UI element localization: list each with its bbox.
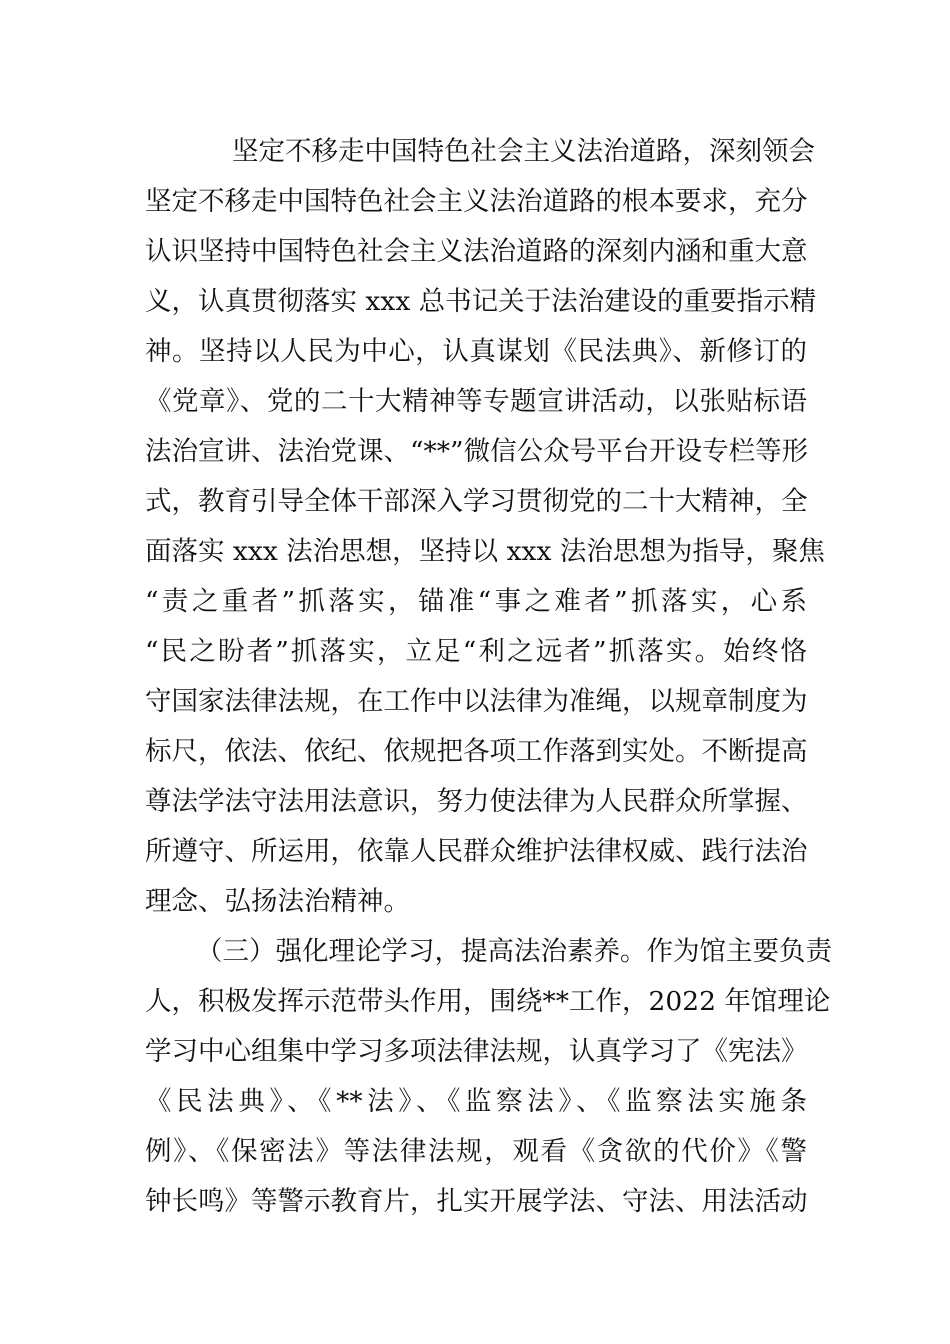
paragraph-line: 钟长鸣》等警示教育片，扎实开展学法、守法、用法活动 — [145, 1186, 808, 1217]
paragraph-line: 《民法典》、《**法》、《监察法》、《监察法实施条 — [145, 1086, 807, 1117]
paragraph-line: 坚定不移走中国特色社会主义法治道路的根本要求，充分 — [145, 186, 808, 217]
paragraph-line: 理念、弘扬法治精神。 — [145, 886, 410, 917]
section-heading-line: （三）强化理论学习，提高法治素养。作为馆主要负责 — [196, 936, 832, 967]
paragraph-line: 法治宣讲、法治党课、“**”微信公众号平台开设专栏等形 — [145, 436, 809, 467]
paragraph-line: 标尺，依法、依纪、依规把各项工作落到实处。不断提高 — [145, 736, 808, 767]
paragraph-line: 式，教育引导全体干部深入学习贯彻党的二十大精神，全 — [145, 486, 808, 517]
paragraph-line: 人，积极发挥示范带头作用，围绕**工作，2022 年馆理论 — [145, 986, 831, 1017]
paragraph-line: 例》、《保密法》等法律法规，观看《贪欲的代价》《警 — [145, 1136, 807, 1167]
paragraph-line: 《党章》、党的二十大精神等专题宣讲活动，以张贴标语 — [145, 386, 807, 417]
paragraph-line: 认识坚持中国特色社会主义法治道路的深刻内涵和重大意 — [145, 236, 808, 267]
paragraph-line: 义，认真贯彻落实 xxx 总书记关于法治建设的重要指示精 — [145, 286, 817, 317]
paragraph-line: 尊法学法守法用法意识，努力使法律为人民群众所掌握、 — [145, 786, 808, 817]
paragraph-line: “民之盼者”抓落实，立足“利之远者”抓落实。始终恪 — [145, 636, 807, 667]
paragraph-line: 所遵守、所运用，依靠人民群众维护法律权威、践行法治 — [145, 836, 808, 867]
paragraph-line: 学习中心组集中学习多项法律法规，认真学习了《宪法》 — [145, 1036, 808, 1067]
paragraph-line: 守国家法律法规，在工作中以法律为准绳，以规章制度为 — [145, 686, 808, 717]
paragraph-line: 坚定不移走中国特色社会主义法治道路，深刻领会 — [232, 136, 815, 167]
paragraph-line: “责之重者”抓落实，锚准“事之难者”抓落实，心系 — [145, 586, 807, 617]
paragraph-line: 面落实 xxx 法治思想，坚持以 xxx 法治思想为指导，聚焦 — [145, 536, 825, 567]
paragraph-line: 神。坚持以人民为中心，认真谋划《民法典》、新修订的 — [145, 336, 807, 367]
